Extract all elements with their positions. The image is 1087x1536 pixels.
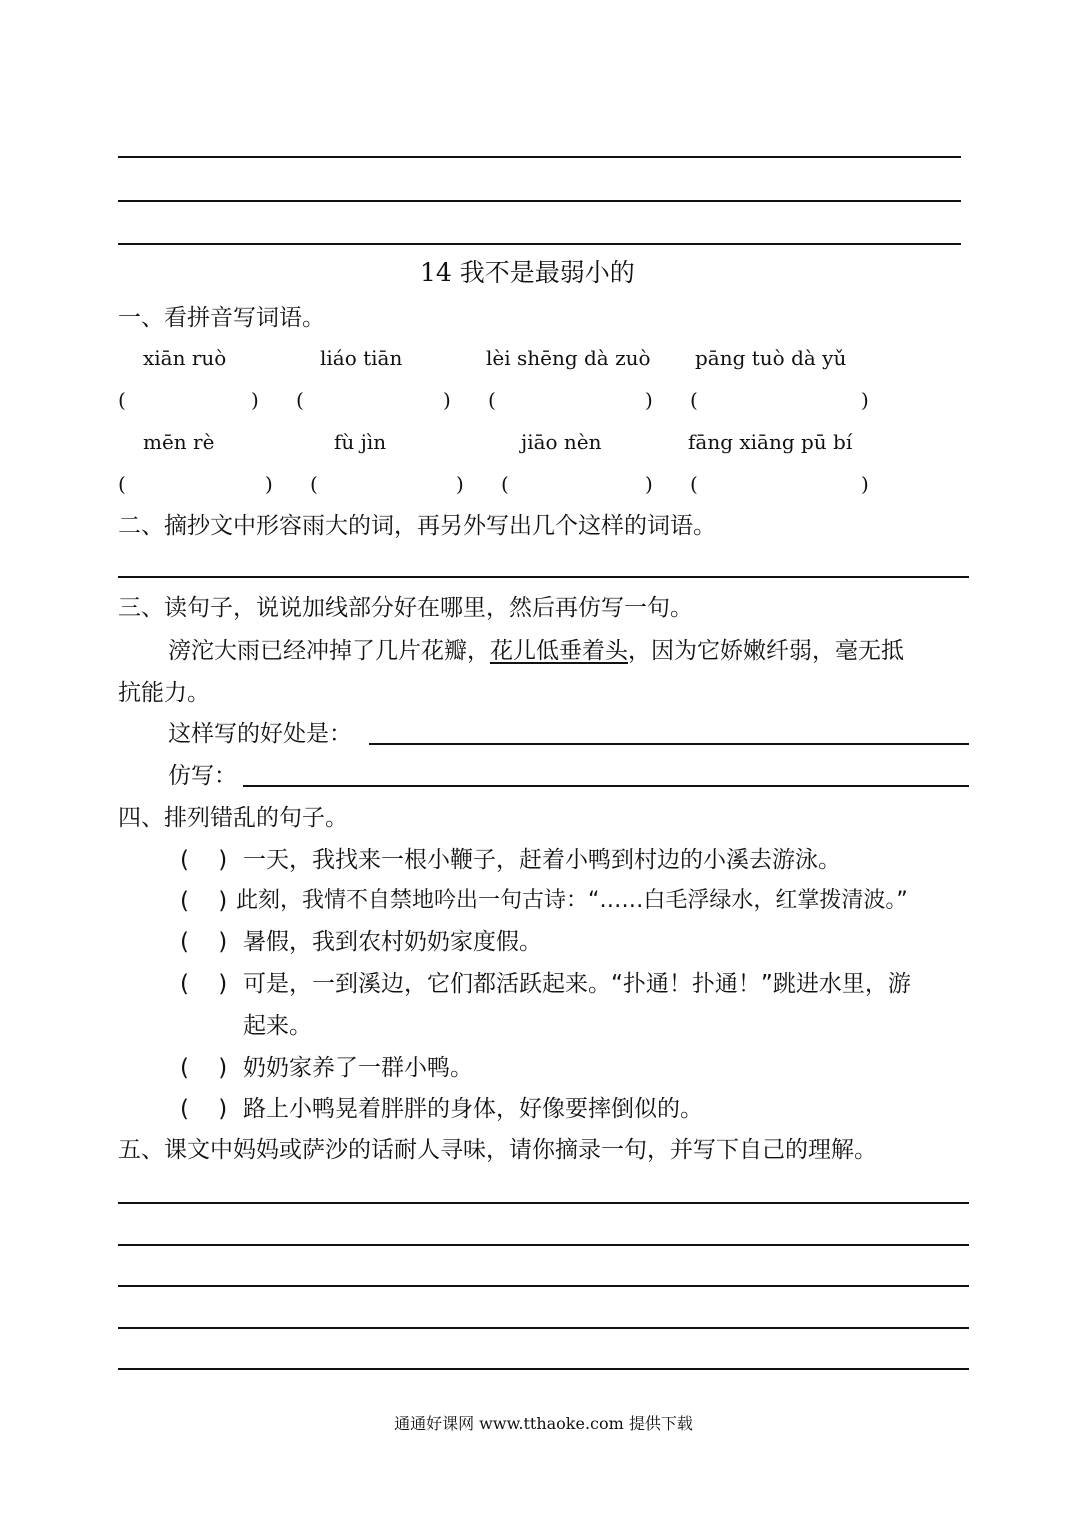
section2-heading: 二、摘抄文中形容雨大的词，再另外写出几个这样的词语。 xyxy=(118,513,716,539)
answer-line xyxy=(118,243,961,245)
page-title: 14 我不是最弱小的 xyxy=(420,258,635,287)
answer-bracket[interactable]: ) xyxy=(251,388,259,412)
list-item: 一天，我找来一根小鞭子，赶着小鸭到村边的小溪去游泳。 xyxy=(243,847,841,873)
section3-heading: 三、读句子，说说加线部分好在哪里，然后再仿写一句。 xyxy=(118,595,693,621)
pinyin-5: mēn rè xyxy=(143,430,215,454)
answer-bracket[interactable]: ) xyxy=(265,472,273,496)
pinyin-8: fāng xiāng pū bí xyxy=(688,430,853,454)
pinyin-1: xiān ruò xyxy=(143,346,227,370)
section1-heading: 一、看拼音写词语。 xyxy=(118,305,325,331)
answer-bracket[interactable]: ) xyxy=(645,472,653,496)
section5-heading: 五、课文中妈妈或萨沙的话耐人寻味，请你摘录一句，并写下自己的理解。 xyxy=(118,1137,877,1163)
list-item-continuation: 起来。 xyxy=(243,1013,312,1039)
underlined-phrase: 花儿低垂着头 xyxy=(490,638,628,664)
answer-bracket[interactable]: ) xyxy=(645,388,653,412)
footer-credit: 通通好课网 www.tthaoke.com 提供下载 xyxy=(394,1414,693,1433)
order-paren[interactable]: ( ) xyxy=(180,971,228,997)
benefit-label: 这样写的好处是： xyxy=(168,721,352,747)
order-paren[interactable]: ( ) xyxy=(180,929,228,955)
order-paren[interactable]: ( ) xyxy=(180,847,228,873)
order-paren[interactable]: ( ) xyxy=(180,1055,228,1081)
list-item: 路上小鸭晃着胖胖的身体，好像要摔倒似的。 xyxy=(243,1096,703,1122)
sentence-part: ，因为它娇嫩纤弱，毫无抵 xyxy=(628,638,904,664)
answer-bracket[interactable]: ( xyxy=(690,472,698,496)
answer-line[interactable] xyxy=(118,576,969,578)
sentence-part: 滂沱大雨已经冲掉了几片花瓣， xyxy=(168,638,490,664)
answer-bracket[interactable]: ( xyxy=(488,388,496,412)
answer-line[interactable] xyxy=(118,1327,969,1329)
answer-line[interactable] xyxy=(118,1368,969,1370)
section4-heading: 四、排列错乱的句子。 xyxy=(118,805,348,831)
imitate-answer-line[interactable] xyxy=(243,785,969,787)
answer-bracket[interactable]: ) xyxy=(861,388,869,412)
answer-bracket[interactable]: ) xyxy=(456,472,464,496)
answer-bracket[interactable]: ( xyxy=(118,472,126,496)
answer-bracket[interactable]: ( xyxy=(118,388,126,412)
answer-bracket[interactable]: ( xyxy=(296,388,304,412)
answer-bracket[interactable]: ) xyxy=(861,472,869,496)
answer-line[interactable] xyxy=(118,1244,969,1246)
answer-line xyxy=(118,156,961,158)
order-paren[interactable]: ( ) xyxy=(180,888,228,914)
answer-line xyxy=(118,200,961,202)
list-item: 奶奶家养了一群小鸭。 xyxy=(243,1055,473,1081)
answer-bracket[interactable]: ) xyxy=(443,388,451,412)
answer-bracket[interactable]: ( xyxy=(310,472,318,496)
pinyin-3: lèi shēng dà zuò xyxy=(486,346,651,370)
order-paren[interactable]: ( ) xyxy=(180,1096,228,1122)
answer-line[interactable] xyxy=(118,1285,969,1287)
list-item: 可是，一到溪边，它们都活跃起来。“扑通！扑通！”跳进水里，游 xyxy=(243,971,911,997)
answer-bracket[interactable]: ( xyxy=(690,388,698,412)
pinyin-7: jiāo nèn xyxy=(521,430,602,454)
quoted-sentence xyxy=(168,636,904,666)
benefit-answer-line[interactable] xyxy=(369,743,969,745)
pinyin-2: liáo tiān xyxy=(320,346,403,370)
answer-bracket[interactable]: ( xyxy=(501,472,509,496)
list-item: 此刻，我情不自禁地吟出一句古诗：“……白毛浮绿水，红掌拨清波。” xyxy=(236,888,908,913)
pinyin-4: pāng tuò dà yǔ xyxy=(695,346,847,370)
quoted-sentence-line2: 抗能力。 xyxy=(118,680,210,706)
imitate-label: 仿写： xyxy=(168,763,237,789)
pinyin-6: fù jìn xyxy=(334,430,387,454)
list-item: 暑假，我到农村奶奶家度假。 xyxy=(243,929,542,955)
answer-line[interactable] xyxy=(118,1202,969,1204)
